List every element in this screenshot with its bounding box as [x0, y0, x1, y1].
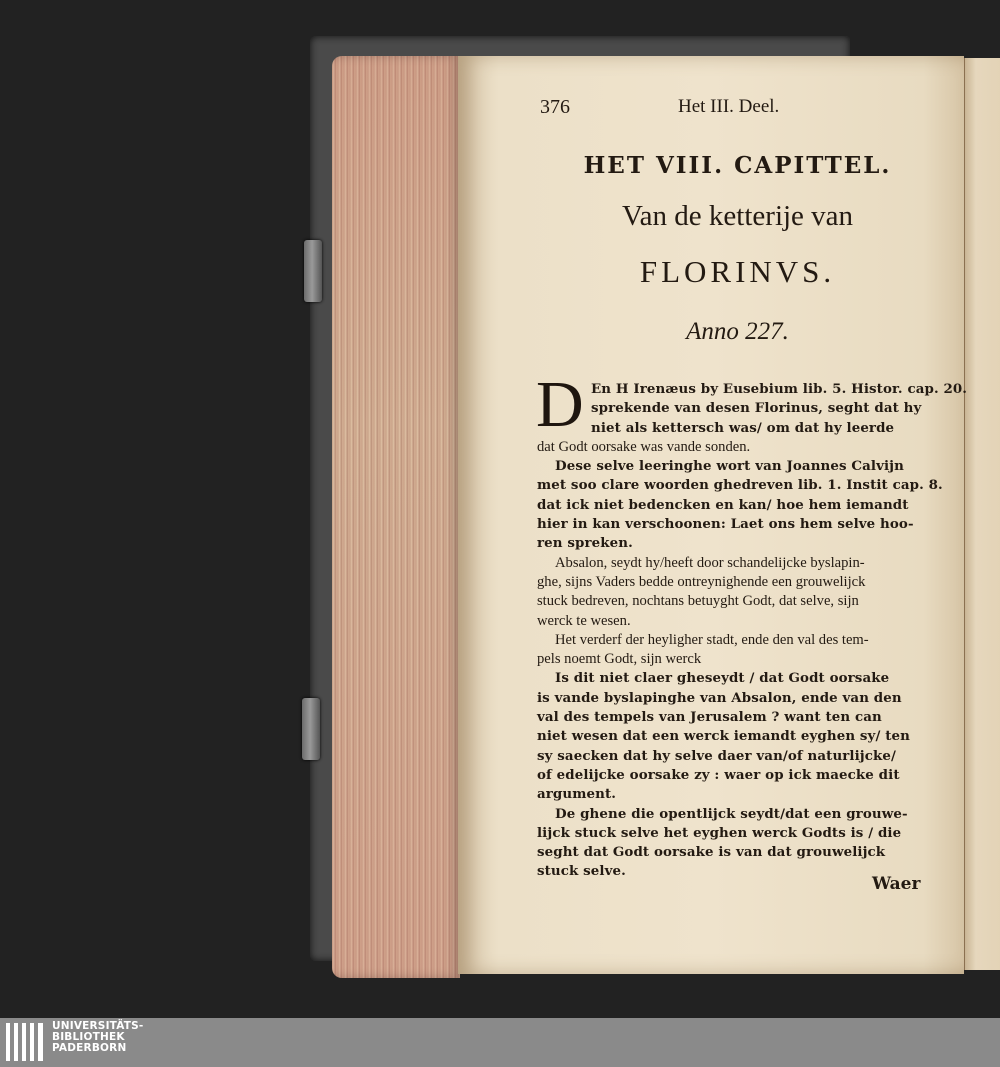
- text-line: sprekende van desen Florinus, seght dat hy: [591, 400, 922, 417]
- text-line: val des tempels van Jerusalem ? want ten can: [537, 709, 882, 726]
- text-line: stuck bedreven, nochtans betuyght Godt, dat selve, sijn: [537, 593, 859, 610]
- text-line: sy saecken dat hy selve daer van/of naturlijcke/: [537, 747, 896, 764]
- text-line: niet wesen dat een werck iemandt eyghen sy/ ten: [537, 728, 910, 745]
- text-line: of edelijcke oorsake zy : waer op ick maecke dit: [537, 766, 900, 783]
- body-text: [537, 380, 968, 882]
- text-line: niet als kettersch was/ om dat hy leerde: [591, 419, 895, 436]
- text-line: lijck stuck selve het eyghen werck Godts is / die: [537, 824, 902, 841]
- text-line: stuck selve.: [537, 863, 626, 880]
- chapter-heading: HET VIII. CAPITTEL.: [583, 152, 892, 179]
- footer-bar: [0, 1018, 1000, 1067]
- text-line: ghe, sijns Vaders bedde ontreynighende een grouwelijck: [537, 573, 866, 590]
- text-line: met soo clare woorden ghedreven lib. 1. Instit cap. 8.: [537, 477, 943, 494]
- library-logo-icon: [4, 1019, 48, 1065]
- library-name-line2: BIBLIOTHEK: [52, 1031, 125, 1043]
- text-line: argument.: [537, 786, 617, 803]
- text-line: hier in kan verschoonen: Laet ons hem selve hoo-: [537, 516, 914, 533]
- running-head: Het III. Deel.: [678, 96, 780, 117]
- drop-cap: D: [536, 368, 584, 441]
- facing-page-edge: [964, 58, 1000, 970]
- text-line: dat Godt oorsake was vande sonden.: [537, 438, 751, 455]
- clasp-bottom: [302, 698, 320, 760]
- text-line: Het verderf der heyligher stadt, ende den val des tem-: [555, 631, 869, 648]
- text-line: En H Irenæus by Eusebium lib. 5. Histor. cap. 20.: [591, 381, 968, 397]
- library-name-line1: UNIVERSITÄTS-: [52, 1020, 144, 1032]
- library-name-line3: PADERBORN: [52, 1042, 127, 1054]
- clasp-top: [304, 240, 322, 302]
- text-line: werck te wesen.: [537, 612, 631, 629]
- text-line: Dese selve leeringhe wort van Joannes Calvijn: [555, 458, 904, 475]
- chapter-name: FLORINVS.: [639, 254, 836, 289]
- text-line: Is dit niet claer gheseydt / dat Godt oorsake: [555, 670, 890, 687]
- text-line: pels noemt Godt, sijn werck: [537, 651, 702, 668]
- text-line: Absalon, seydt hy/heeft door schandelijcke byslapin-: [555, 554, 865, 571]
- catchword: Waer: [872, 874, 921, 894]
- text-line: dat ick niet bedencken en kan/ hoe hem iemandt: [537, 496, 909, 513]
- text-line: is vande byslapinghe van Absalon, ende van den: [537, 689, 902, 706]
- page-block-edges: [332, 56, 460, 978]
- text-line: ren spreken.: [537, 535, 633, 552]
- chapter-year: Anno 227.: [686, 318, 789, 345]
- chapter-subtitle: Van de ketterije van: [621, 200, 854, 232]
- text-line: seght dat Godt oorsake is van dat grouwelijck: [537, 844, 886, 861]
- page-number: 376: [540, 96, 570, 118]
- text-line: De ghene die opentlijck seydt/dat een grouwe-: [555, 805, 908, 822]
